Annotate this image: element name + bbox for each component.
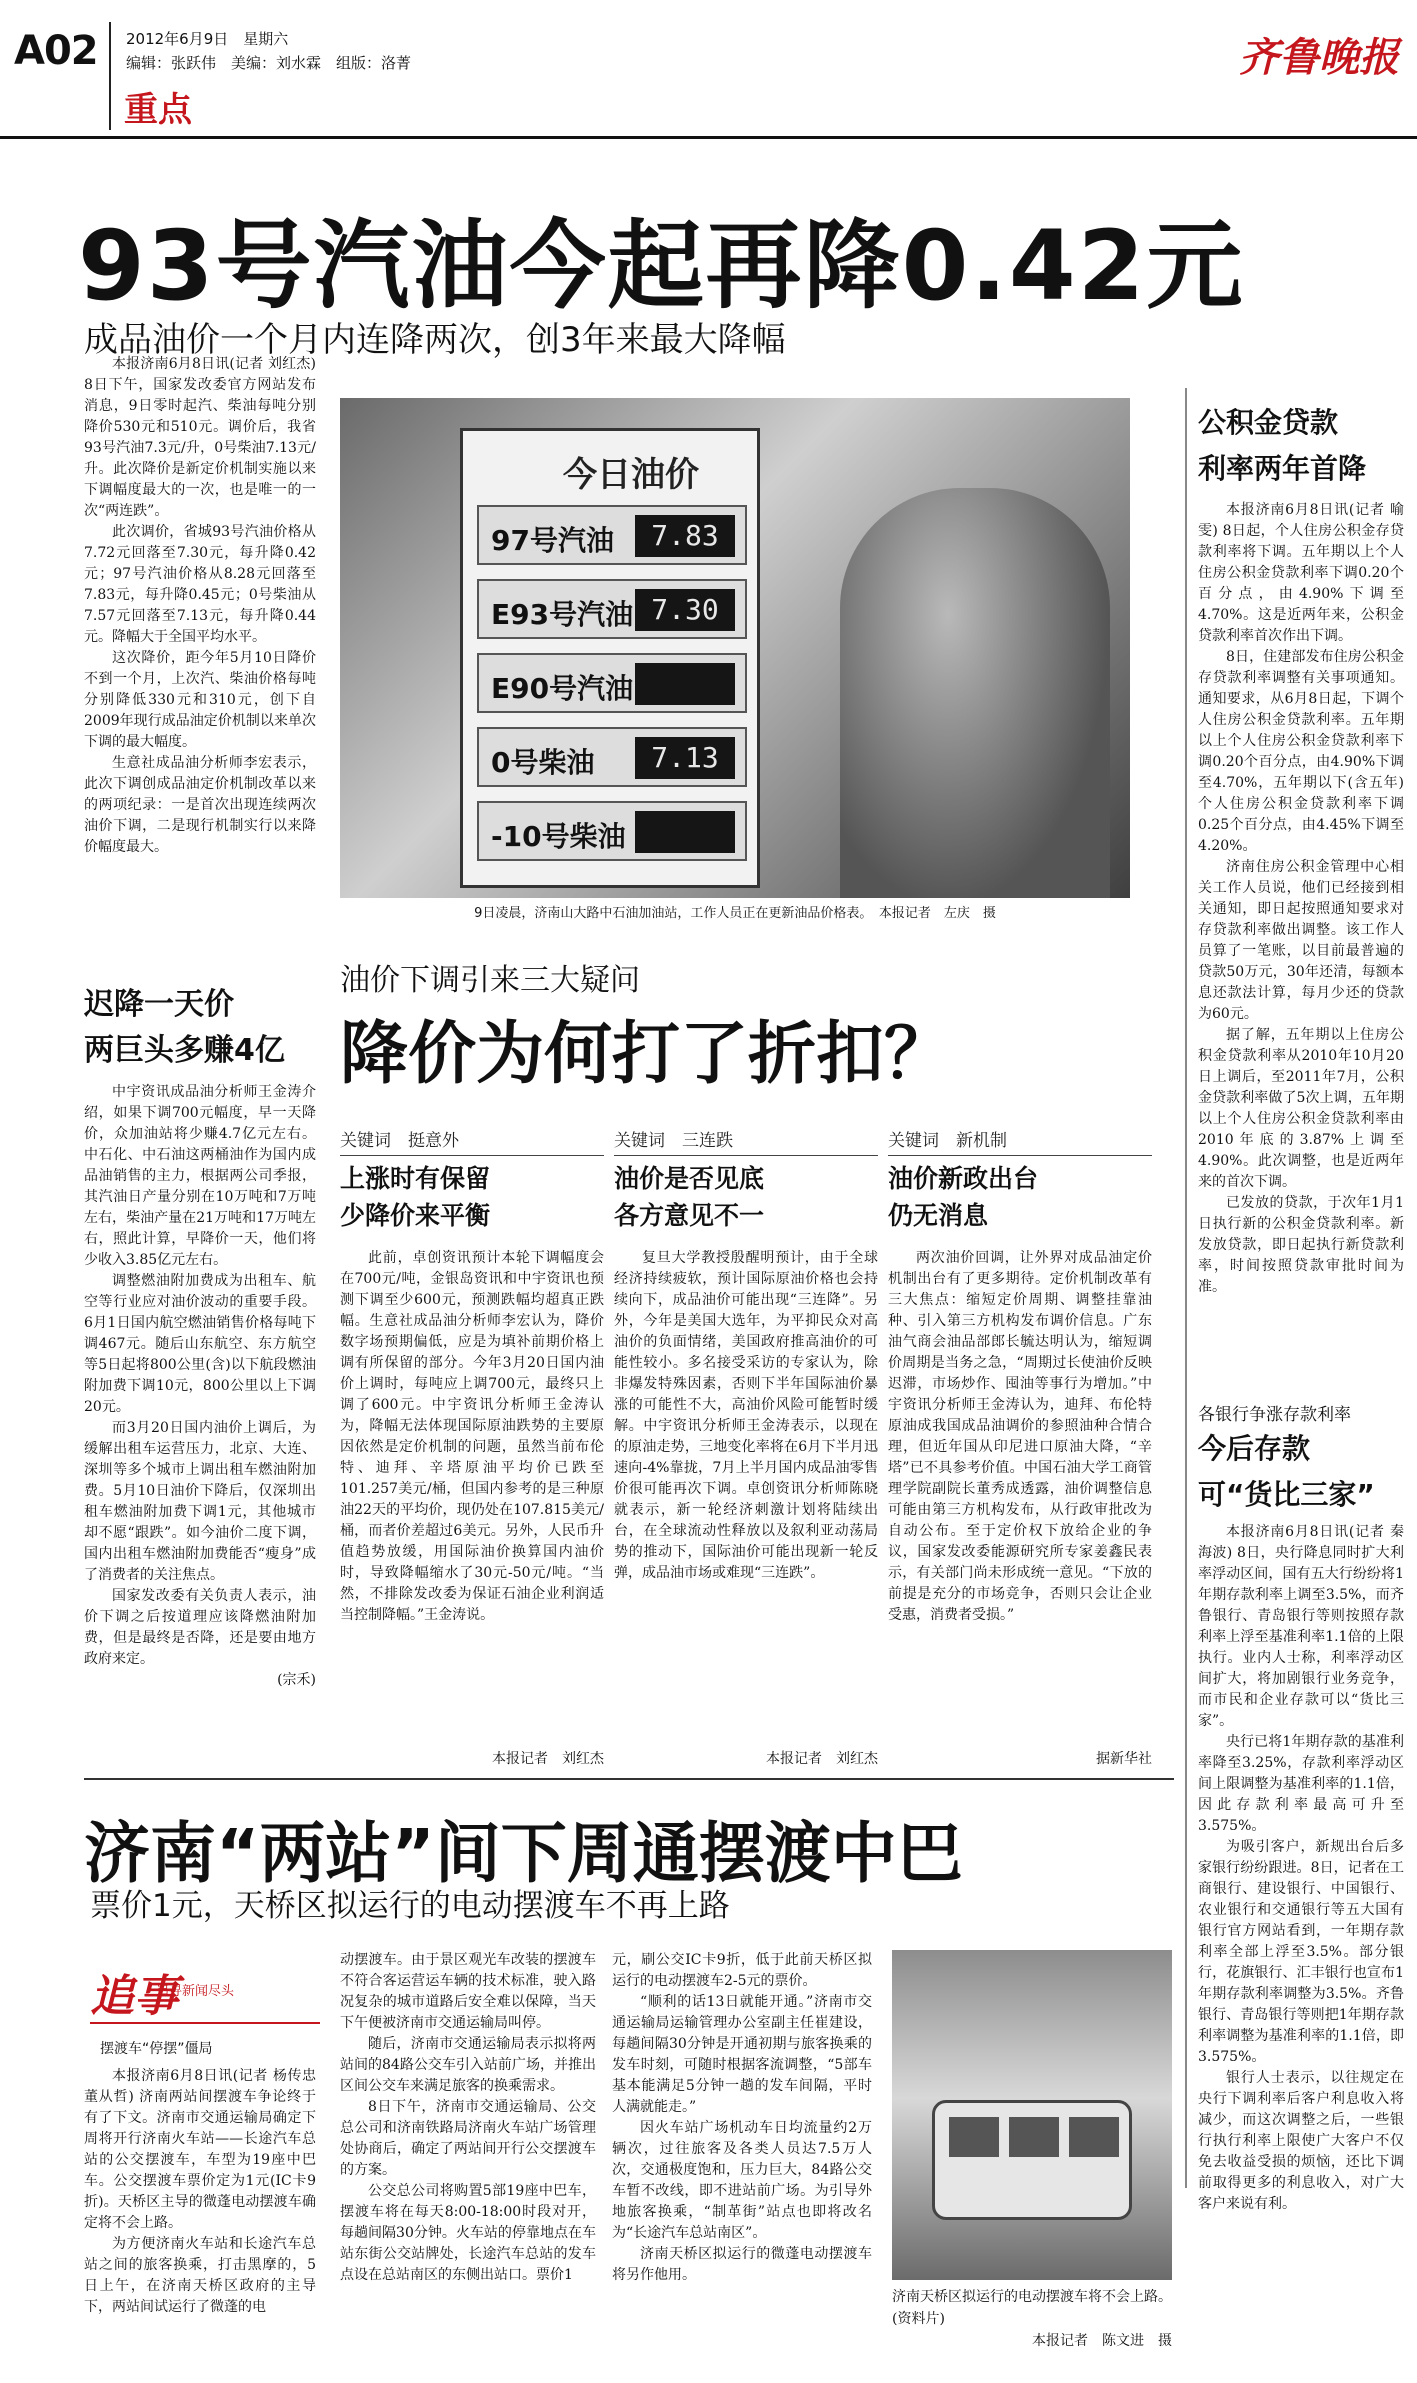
fuel-price	[635, 811, 735, 853]
paragraph: 中宇资讯成品油分析师王金涛介绍，如果下调700元幅度，早一天降价，众加油站将少赚4.7亿元左右。中石化、中石油这两桶油作为国内成品油销售的主力，根据两公司季报，其汽油日产量分别在10万吨和7万吨左右，柴油产量在21万吨和17万吨左右，照此计算，早降价一天，他们将少收入3.85亿元左右。	[84, 1084, 316, 1268]
header-rule	[0, 136, 1417, 139]
question-headline	[614, 1160, 878, 1234]
sidebar-article-body	[84, 1082, 316, 1742]
price-row	[477, 505, 747, 565]
question-column	[614, 1126, 878, 1768]
price-row	[477, 727, 747, 787]
headline-line: 今后存款	[1198, 1432, 1311, 1465]
fuel-price	[635, 663, 735, 705]
paragraph: 为吸引客户，新规出台后多家银行纷纷跟进。8日，记者在工商银行、建设银行、中国银行、农业银行和交通银行等五大国有银行官方网站看到，一年期存款利率全部上浮至3.5%。部分银行，花旗银行、汇丰银行也宣布1年期存款利率调整为3.5%。齐鲁银行、青岛银行等则把1年期存款利率调整为基准利率的1.1倍，即3.575%。	[1198, 1839, 1404, 2065]
right-headline-2	[1198, 1426, 1375, 1518]
fuel-price: 7.30	[635, 589, 735, 631]
editorial-staff: 编辑：张跃伟 美编：刘水霖 组版：洛菁	[126, 54, 412, 72]
feature-kicker: 油价下调引来三大疑问	[340, 963, 640, 998]
headline-line: 上涨时有保留	[340, 1164, 491, 1193]
headline-line: 公积金贷款	[1198, 406, 1339, 439]
question-column	[340, 1126, 604, 1768]
question-column	[888, 1126, 1152, 1768]
fuel-label: -10号柴油	[491, 820, 626, 853]
column-tag-underline	[90, 2022, 320, 2024]
paragraph: 因火车站广场机动车日均流量约2万辆次，过往旅客及各类人员达7.5万人次，交通极度饱和，压力巨大，84路公交车暂不改线，即不进站前广场。为引导外地旅客换乘，“制革街”站点也即将改名为“长途汽车总站南区”。	[612, 2120, 872, 2241]
headline-line: 利率两年首降	[1198, 452, 1367, 485]
byline: (宗禾)	[277, 1672, 316, 1688]
caption-byline: 本报记者 陈文进 摄	[1032, 2333, 1172, 2349]
photo-caption: 9日凌晨，济南山大路中石油加油站，工作人员正在更新油品价格表。 本报记者 左庆 摄	[474, 906, 996, 921]
paragraph: 生意社成品油分析师李宏表示，此次下调创成品油定价机制改革以来的两项纪录：一是首次出现连续两次油价下调，二是现行机制实行以来降价幅度最大。	[84, 755, 316, 855]
question-body	[888, 1248, 1152, 1748]
headline-line: 油价是否见底	[614, 1164, 765, 1193]
fuel-price: 7.13	[635, 737, 735, 779]
lead-headline: 93号汽油今起再降0.42元	[78, 210, 1245, 322]
fuel-label: E93号汽油	[491, 598, 634, 631]
bus-window	[1069, 2117, 1119, 2157]
question-headline	[340, 1160, 604, 1234]
paragraph: 济南天桥区拟运行的微蓬电动摆渡车将另作他用。	[612, 2246, 872, 2283]
paragraph: 已发放的贷款，于次年1月1日执行新的公积金贷款利率。新发放贷款，即日起执行新贷款利率，时间按照贷款审批时间为准。	[1198, 1195, 1404, 1295]
column-rule	[1185, 388, 1187, 2188]
photo-caption	[892, 2286, 1172, 2352]
question-body	[614, 1248, 878, 1748]
column-tag-mark: 追事	[90, 1971, 178, 2022]
story-divider	[84, 1778, 1174, 1780]
paragraph: 本报济南6月8日讯(记者 杨传忠 董从哲) 济南两站间摆渡车争论终于有了下文。济南市交通运输局确定下周将开行济南火车站——长途汽车总站的公交摆渡车，车型为19座中巴车。公交摆渡车票价定为1元(IC卡9折)。天桥区主导的微蓬电动摆渡车确定将不会上路。	[84, 2068, 316, 2231]
station-worker-figure	[840, 488, 1110, 898]
headline-line: 油价新政出台	[888, 1164, 1039, 1193]
bottom-article-col-1	[84, 2066, 316, 2366]
keyword-label: 关键词 挺意外	[340, 1126, 604, 1156]
page-number: A02	[14, 28, 98, 74]
price-row	[477, 801, 747, 861]
fuel-label: 0号柴油	[491, 746, 595, 779]
column-tag-text: 追寻新闻尽头	[156, 1984, 235, 1999]
newspaper-logo: 齐鲁晚报	[1239, 34, 1399, 81]
paragraph: 此前，卓创资讯预计本轮下调幅度会在700元/吨，金银岛资讯和中宇资讯也预测下调至少600元，预测跌幅均超真正跌幅。生意社成品油分析师李宏认为，降价数字场预期偏低，应是为填补前期价格上调有所保留的部分。今年3月20日国内油价上调时，每吨应上调700元，最终只上调了600元。中宇资讯分析师王金涛认为，降幅无法体现国际原油跌势的主要原因依然是定价机制的问题，虽然当前布伦特、迪拜、辛塔原油平均价已跌至101.257美元/桶，但国内参考的是三种原油22天的平均价，现仍处在107.815美元/桶，而者价差超过6美元。另外，人民币升值趋势放缓，用国际油价换算国内油价时，导致降幅缩水了30元-50元/吨。“当然，不排除发改委为保证石油企业利润适当控制降幅。”王金涛说。	[340, 1250, 604, 1623]
bottom-headline: 济南“两站”间下周通摆渡中巴	[84, 1815, 963, 1892]
caption-text: 济南天桥区拟运行的电动摆渡车将不会上路。(资料片)	[892, 2289, 1172, 2327]
paragraph: 复旦大学教授殷醒明预计，由于全球经济持续疲软，预计国际原油价格也会持续向下，成品油价可能出现“三连降”。另外，今年是美国大选年，为平抑民众对高油价的负面情绪，美国政府推高油价的可能性较小。多名接受采访的专家认为，除非爆发特殊因素，否则下半年国际油价暴涨的可能性不大，高油价风险可能暂时缓解。中宇资讯分析师王金涛表示，以现在的原油走势，三地变化率将在6月下半月迅速向-4%靠拢，7月上半月国内成品油零售价很可能再次下调。卓创资讯分析师陈晓就表示，新一轮经济刺激计划将陆续出台，在全球流动性释放以及叙利亚动荡局势的推动下，国际油价可能出现新一轮反弹，成品油市场或难现“三连跌”。	[614, 1250, 878, 1581]
header-divider	[109, 22, 111, 130]
paragraph: “顺利的话13日就能开通。”济南市交通运输局运输管理办公室副主任崔建设，每趟间隔30分钟是开通初期与旅客换乘的发车时刻，可随时根据客流调整，“5部车基本能满足5分钟一趟的发车间隔，平时人满就能走。”	[612, 1994, 872, 2115]
lead-article-body	[84, 354, 316, 944]
paragraph: 本报济南6月8日讯(记者 秦海波) 8日，央行降息同时扩大利率浮动区间，国有五大行纷纷将1年期存款利率上调至3.5%，而齐鲁银行、青岛银行等则按照存款利率上浮至基准利率1.1倍的上限执行。业内人士称，利率浮动区间扩大，将加剧银行业务竞争，而市民和企业存款可以“货比三家”。	[1198, 1524, 1404, 1729]
paragraph: 为方便济南火车站和长途汽车总站之间的旅客换乘，打击黑摩的，5日上午，在济南天桥区政府的主导下，两站间试运行了微蓬的电	[84, 2236, 316, 2315]
bus-window	[1009, 2117, 1059, 2157]
headline-line: 少降价来平衡	[340, 1201, 491, 1230]
fuel-label: 97号汽油	[491, 524, 614, 557]
electric-shuttle-figure	[932, 2100, 1132, 2220]
right-kicker-2: 各银行争涨存款利率	[1198, 1405, 1351, 1425]
paragraph: 动摆渡车。由于景区观光车改装的摆渡车不符合客运营运车辆的技术标准，驶入路况复杂的城市道路后安全难以保障，当天下午便被济南市交通运输局叫停。	[340, 1952, 596, 2031]
column-tag-subtitle: 摆渡车“停摆”僵局	[100, 2041, 213, 2057]
gas-station-photo	[340, 398, 1130, 898]
paragraph: 8日下午，济南市交通运输局、公交总公司和济南铁路局济南火车站广场管理处协商后，确定了两站间开行公交摆渡车的方案。	[340, 2099, 596, 2178]
question-body	[340, 1248, 604, 1748]
paragraph: 公交总公司将购置5部19座中巴车，摆渡车将在每天8:00-18:00时段对开，每趟间隔30分钟。火车站的停靠地点在车站东街公交站牌处，长途汽车总站的发车点设在总站南区的东侧出站口。票价1	[340, 2183, 596, 2283]
lead-subheadline: 成品油价一个月内连降两次，创3年来最大降幅	[84, 320, 786, 360]
headline-line: 可“货比三家”	[1198, 1478, 1375, 1511]
section-name: 重点	[124, 90, 192, 130]
paragraph: 随后，济南市交通运输局表示拟将两站间的84路公交车引入站前广场，并推出区间公交车来满足旅客的换乘需求。	[340, 2036, 596, 2094]
right-headline-1	[1198, 400, 1366, 492]
paragraph: 银行人士表示，以往规定在央行下调利率后客户利息收入将减少，而这次调整之后，一些银行执行利率上限使广大客户不仅免去收益受损的烦恼，还比下调前取得更多的利息收入，对广大客户来说有利。	[1198, 2070, 1404, 2212]
byline: 据新华社	[1096, 1751, 1152, 1767]
right-article-2-body	[1198, 1522, 1404, 2382]
paragraph: 两次油价回调，让外界对成品油定价机制出台有了更多期待。定价机制改革有三大焦点：缩短定价周期、调整挂靠油种、引入第三方机构发布调价信息。广东油气商会油品部郎长毓达明认为，缩短调价周期是当务之急，“周期过长使油价反映迟滞，市场炒作、囤油等事行为增加。”中宇资讯分析师王金涛认为，迪拜、布伦特原油成我国成品油调价的参照油种合情合理，但近年国从印尼进口原油大降，“辛塔”已不具参考价值。中国石油大学工商管理学院副院长董秀成透露，油价调整信息可能由第三方机构发布，从行政审批改为自动公布。至于定价权下放给企业的争议，国家发改委能源研究所专家姜鑫民表示，有关部门尚未形成统一意见。“下放的前提是充分的市场竞争，否则只会让企业受惠，消费者受损。”	[888, 1250, 1152, 1623]
paragraph: 济南住房公积金管理中心相关工作人员说，他们已经接到相关通知，即日起按照通知要求对存贷款利率做出调整。该工作人员算了一笔账，以目前最普遍的贷款50万元，30年还清，每额本息还款法计算，每月少还的贷款为60元。	[1198, 859, 1404, 1022]
price-board	[460, 428, 760, 888]
bus-window	[949, 2117, 999, 2157]
paragraph: 本报济南6月8日讯(记者 刘红杰) 8日下午，国家发改委官方网站发布消息，9日零时起汽、柴油每吨分别降价530元和510元。调价后，我省93号汽油7.3元/升，0号柴油7.13元/升。此次降价是新定价机制实施以来下调幅度最大的一次，也是唯一的一次“两连跌”。	[84, 356, 316, 519]
bottom-article-col-2	[340, 1950, 596, 2370]
sidebar-headline	[84, 982, 285, 1074]
question-headline	[888, 1160, 1152, 1234]
paragraph: 据了解，五年期以上住房公积金贷款利率从2010年10月20日上调后，至2011年7月，公积金贷款利率做了5次上调，五年期以上个人住房公积金贷款利率由2010年底的3.87%上调至4.90%。此次调整，也是近两年来的首次下调。	[1198, 1027, 1404, 1190]
paragraph: 8日，住建部发布住房公积金存贷款利率调整有关事项通知。通知要求，从6月8日起，下调个人住房公积金贷款利率。五年期以上个人住房公积金贷款利率下调0.20个百分点，由4.90%下调至4.70%，五年期以下(含五年)个人住房公积金贷款利率下调0.25个百分点，由4.45%下调至4.20%。	[1198, 649, 1404, 854]
bottom-subheadline: 票价1元，天桥区拟运行的电动摆渡车不再上路	[90, 1888, 730, 1924]
paragraph: 元，刷公交IC卡9折，低于此前天桥区拟运行的电动摆渡车2-5元的票价。	[612, 1952, 872, 1989]
bottom-article-col-3	[612, 1950, 872, 2370]
byline: 本报记者 刘红杰	[766, 1751, 878, 1767]
paragraph: 本报济南6月8日讯(记者 喻雯) 8日起，个人住房公积金存贷款利率将下调。五年期以上个人住房公积金贷款利率下调0.20个百分点，由4.90%下调至4.70%。这是近两年来，公积金贷款利率首次作出下调。	[1198, 502, 1404, 644]
headline-line: 仍无消息	[888, 1201, 989, 1230]
fuel-price: 7.83	[635, 515, 735, 557]
price-board-title: 今日油价	[563, 455, 699, 495]
paragraph: 央行已将1年期存款的基准利率降至3.25%，存款利率浮动区间上限调整为基准利率的1.1倍，因此存款利率最高可升至3.575%。	[1198, 1734, 1404, 1834]
paragraph: 而3月20日国内油价上调后，为缓解出租车运营压力，北京、大连、深圳等多个城市上调出租车燃油附加费。5月10日油价下降后，仅深圳出租车燃油附加费下调1元，其他城市却不愿“跟跌”。如今油价二度下调，国内出租车燃油附加费能否“瘦身”成了消费者的关注焦点。	[84, 1420, 316, 1583]
fuel-label: E90号汽油	[491, 672, 634, 705]
keyword-label: 关键词 新机制	[888, 1126, 1152, 1156]
headline-line: 各方意见不一	[614, 1201, 765, 1230]
headline-line: 两巨头多赚4亿	[84, 1033, 285, 1068]
paragraph: 此次调价，省城93号汽油价格从7.72元回落至7.30元，每升降0.42元；97号汽油价格从8.28元回落至7.83元，每升降0.45元；0号柴油从7.57元回落至7.13元，每升降0.44元。降幅大于全国平均水平。	[84, 524, 316, 645]
shuttle-bus-photo	[892, 1950, 1172, 2280]
right-article-1-body	[1198, 500, 1404, 1380]
issue-date: 2012年6月9日 星期六	[126, 30, 289, 48]
price-row	[477, 653, 747, 713]
paragraph: 这次降价，距今年5月10日降价不到一个月，上次汽、柴油价格每吨分别降低330元和310元，创下自2009年现行成品油定价机制以来单次下调的最大幅度。	[84, 650, 316, 750]
byline: 本报记者 刘红杰	[492, 1751, 604, 1767]
paragraph: 国家发改委有关负责人表示，油价下调之后按道理应该降燃油附加费，但是最终是否降，还是要由地方政府来定。	[84, 1588, 316, 1667]
feature-headline: 降价为何打了折扣？	[340, 1015, 953, 1094]
price-row	[477, 579, 747, 639]
keyword-label: 关键词 三连跌	[614, 1126, 878, 1156]
paragraph: 调整燃油附加费成为出租车、航空等行业应对油价波动的重要手段。6月1日国内航空燃油销售价格每吨下调467元。随后山东航空、东方航空等5日起将800公里(含)以下航段燃油附加费下调10元，800公里以上下调20元。	[84, 1273, 316, 1415]
column-tag	[90, 1960, 320, 2024]
headline-line: 迟降一天价	[84, 987, 234, 1022]
